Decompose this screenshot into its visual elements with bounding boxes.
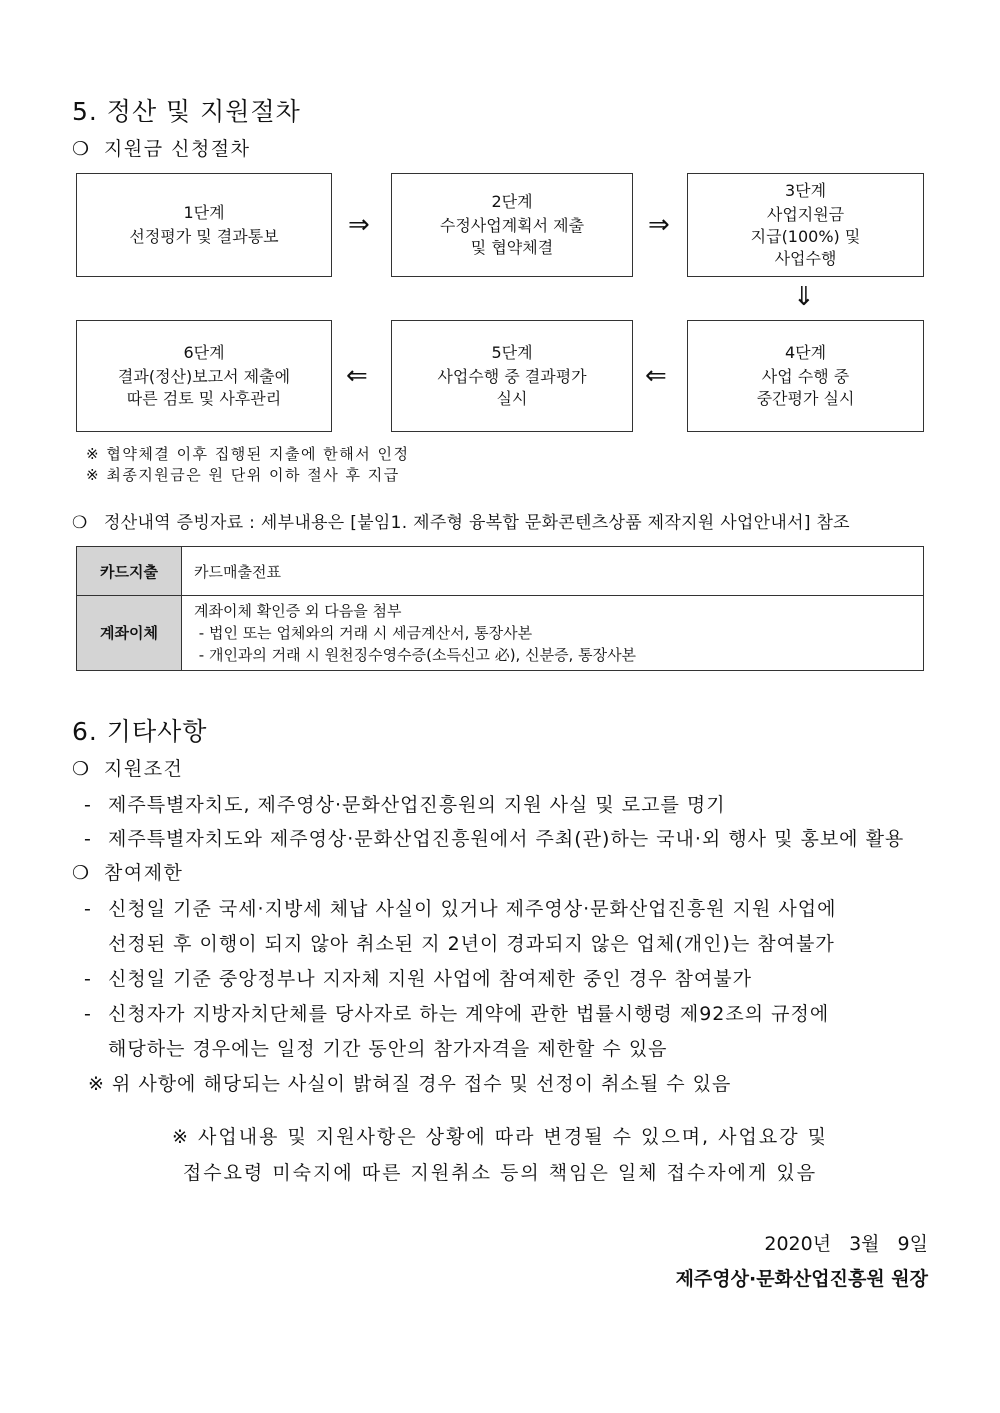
closing-note-line2: 접수요령 미숙지에 따른 지원취소 등의 책임은 일체 접수자에게 있음: [182, 1162, 818, 1184]
restriction-warning: ※ 위 사항에 해당되는 사실이 밝혀질 경우 접수 및 선정이 취소될 수 있음: [88, 1073, 732, 1095]
transfer-value: [182, 596, 924, 671]
step-label: 5단계: [491, 343, 533, 362]
transfer-line: - 개인과의 거래 시 원천징수영수증(소득신고 必), 신분증, 통장사본: [194, 646, 637, 664]
left-arrow-icon: ⇐: [346, 361, 368, 391]
step-label: 1단계: [183, 203, 225, 222]
issue-date: 2020년 3월 9일: [764, 1233, 928, 1255]
down-arrow-icon: ⇓: [793, 282, 815, 312]
evidence-heading: ❍ 정산내역 증빙자료 : 세부내용은 [붙임1. 제주형 융복합 문화콘텐츠상품 제작지원 사업안내서] 참조: [72, 513, 850, 533]
procedure-heading: ❍ 지원금 신청절차: [72, 138, 251, 160]
step-label: 4단계: [784, 343, 827, 362]
step-label: 6단계: [183, 343, 225, 362]
right-arrow-icon: ⇒: [348, 210, 370, 240]
step-desc: 수정사업계획서 제출 및 협약체결: [439, 216, 585, 257]
restriction-item-cont: 선정된 후 이행이 되지 않아 취소된 지 2년이 경과되지 않은 업체(개인)는 참여불가: [108, 933, 835, 955]
condition-item: - 제주특별자치도, 제주영상·문화산업진흥원의 지원 사실 및 로고를 명기: [84, 794, 726, 816]
step-label: 3단계: [784, 181, 827, 200]
step-label: 2단계: [491, 192, 533, 211]
transfer-line: - 법인 또는 업체와의 거래 시 세금계산서, 통장사본: [194, 624, 533, 642]
bullet-icon: ❍: [72, 138, 91, 160]
section5-title: 5. 정산 및 지원절차: [72, 97, 301, 126]
left-arrow-icon: ⇐: [645, 361, 667, 391]
bullet-icon: ❍: [72, 862, 91, 884]
conditions-heading: ❍ 지원조건: [72, 758, 184, 780]
step-box-3: [687, 173, 924, 277]
card-value: 카드매출전표: [182, 547, 924, 596]
card-head: 카드지출: [77, 547, 182, 596]
restriction-item: - 신청자가 지방자치단체를 당사자로 하는 계약에 관한 법률시행령 제92조의 규정에: [84, 1003, 830, 1025]
signer: 제주영상·문화산업진흥원 원장: [675, 1268, 928, 1290]
closing-note-line1: ※ 사업내용 및 지원사항은 상황에 따라 변경될 수 있으며, 사업요강 및: [172, 1126, 828, 1148]
step-desc: 결과(정산)보고서 제출에 따른 검토 및 사후관리: [117, 367, 291, 408]
step-desc: 선정평가 및 결과통보: [129, 227, 279, 246]
restrictions-heading: ❍ 참여제한: [72, 862, 184, 884]
step-box-6: [76, 320, 332, 432]
step-box-5: [391, 320, 633, 432]
transfer-head: 계좌이체: [77, 596, 182, 671]
step-desc: 사업수행 중 결과평가 실시: [437, 367, 587, 408]
note-line: ※ 협약체결 이후 집행된 지출에 한해서 인정: [86, 445, 410, 463]
right-arrow-icon: ⇒: [648, 210, 670, 240]
restriction-item-cont: 해당하는 경우에는 일정 기간 동안의 참가자격을 제한할 수 있음: [108, 1038, 668, 1060]
step-box-2: [391, 173, 633, 277]
step-desc: 사업지원금 지급(100%) 및 사업수행: [750, 205, 861, 268]
restriction-item: - 신청일 기준 중앙정부나 지자체 지원 사업에 참여제한 중인 경우 참여불가: [84, 968, 752, 990]
bullet-icon: ❍: [72, 513, 88, 533]
condition-item: - 제주특별자치도와 제주영상·문화산업진흥원에서 주최(관)하는 국내·외 행사 및 홍보에 활용: [84, 828, 905, 850]
transfer-line: 계좌이체 확인증 외 다음을 첨부: [194, 602, 402, 620]
evidence-table: [76, 546, 924, 671]
step-box-4: [687, 320, 924, 432]
step-box-1: [76, 173, 332, 277]
note-line: ※ 최종지원금은 원 단위 이하 절사 후 지급: [86, 466, 400, 484]
step-desc: 사업 수행 중 중간평가 실시: [756, 367, 855, 408]
restriction-item: - 신청일 기준 국세·지방세 체납 사실이 있거나 제주영상·문화산업진흥원 지원 사업에: [84, 898, 837, 920]
section6-title: 6. 기타사항: [72, 717, 208, 746]
bullet-icon: ❍: [72, 758, 91, 780]
